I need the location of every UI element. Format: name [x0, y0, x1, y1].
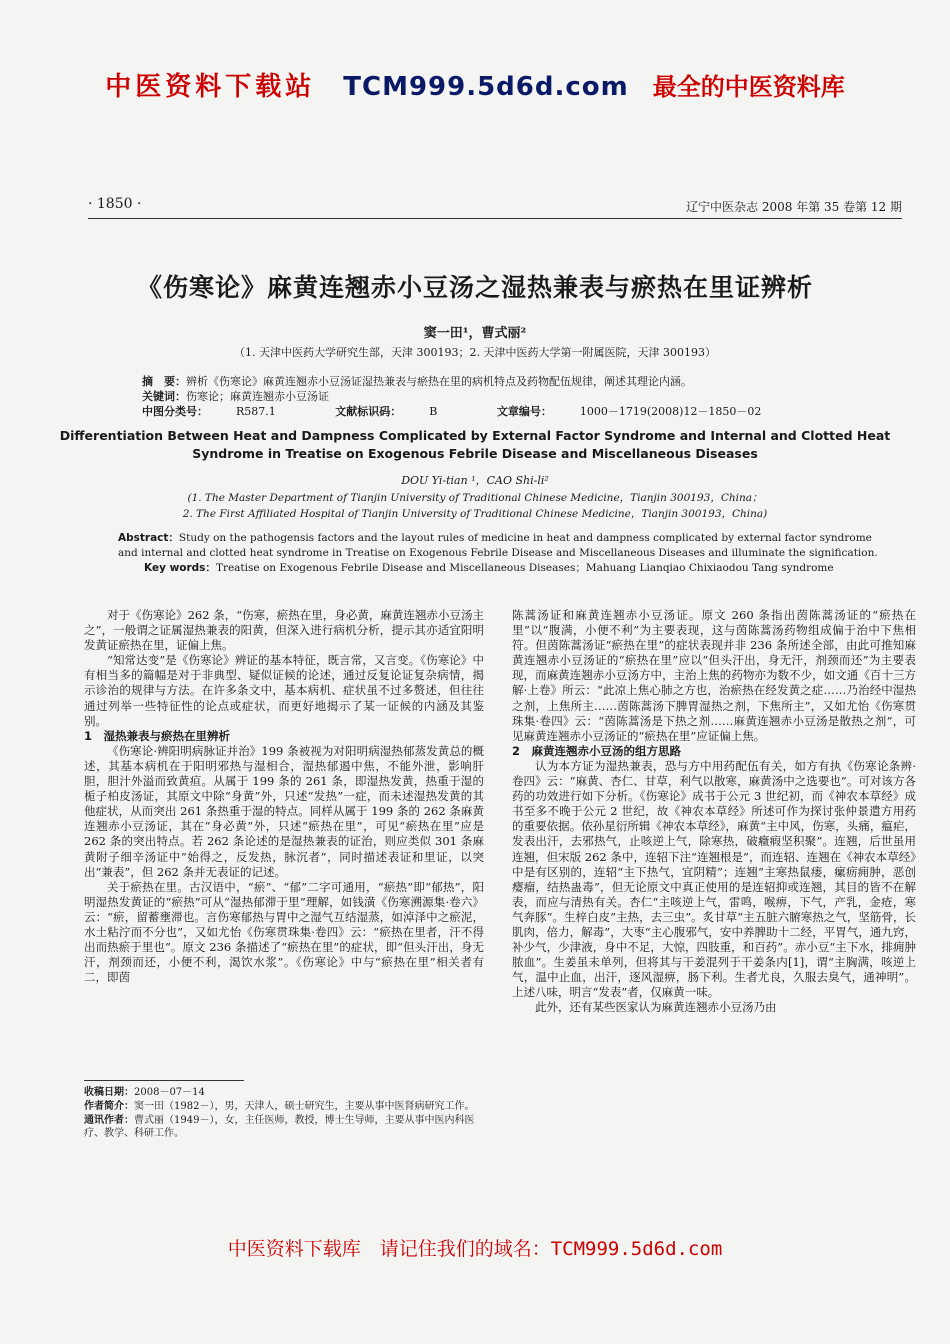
- english-affiliation-2: 2. The First Affiliated Hospital of Tianjin University of Traditional Chinese Medicine，Tianjin 300193，China): [182, 508, 768, 520]
- banner-slogan: 最全的中医资料库: [652, 73, 845, 101]
- footnotes: [84, 1086, 484, 1141]
- english-abstract-label: Abstract：: [118, 532, 179, 544]
- section-heading-1: 1 湿热兼表与瘀热在里辨析: [84, 728, 231, 743]
- corr-text: 曹式丽（1949－），女，主任医师，教授，博士生导师，主要从事中医内科医疗、教学、科研工作。: [84, 1115, 475, 1139]
- english-abstract-text: Study on the pathogensis factors and the layout rules of medicine in heat and dampness complicated by external factor syndrome and internal and clotted heat syndrome in Treatise on Exogenous Febrile Disease and Miscellaneous Diseases and illuminate the signification.: [118, 532, 878, 559]
- body-column-right: [512, 608, 916, 1016]
- journal-info: 辽宁中医杂志 2008 年第 35 卷第 12 期: [686, 200, 902, 214]
- author-bio: [84, 1100, 484, 1113]
- doc-code-value: B: [429, 405, 438, 418]
- header-rule: [88, 218, 902, 219]
- body-paragraph: “知常达变”是《伤寒论》辨证的基本特征，既言常，又言变。《伤寒论》中有相当多的篇幅是对于非典型、疑似证候的论述，通过反复论证复杂病情，揭示诊治的规律与方法。在许多条文中，基本病机、症状虽不过多赘述，但往往通过列举一些特征性的论点或症状，而更好地揭示了某一证候的内涵及其鉴别。: [84, 653, 484, 728]
- classification-row: [142, 404, 890, 419]
- english-keywords-row: [144, 561, 884, 576]
- section-heading-2: 2 麻黄连翘赤小豆汤的组方思路: [512, 743, 681, 758]
- site-banner: [0, 66, 950, 103]
- keywords-label: 关键词：: [142, 390, 186, 403]
- body-paragraph: 认为本方证为湿热兼表，恐与方中用药配伍有关，如方有执《伤寒论条辨·卷四》云：“麻黄、杏仁、甘草，利气以散寒，麻黄汤中之选要也”。可对该方各药的功效进行如下分析。《伤寒论》成书于公元 3 世纪初，而《神农本草经》成书至多不晚于公元 2 世纪，故《神农本草经》所述可作为探讨张仲景遣方用药的重要依据。依孙星衍所辑《神农本草经》，麻黄“主中风，伤寒，头痛，瘟疟，发表出汗，去邪热气，止咳逆上气，除寒热，破癥瘕坚积聚”。连翘，后世虽用连翘，但宋版 262 条中，连轺下注“连翘根是”，而连轺、连翘在《神农本草经》中是有区别的，连轺“主下热气，宜阴精”；连翘“主寒热鼠瘘，瘰疬痈肿，恶创瘿瘤，结热蛊毒”，但无论原文中真正使用的是连轺抑或连翘，其目的皆不在解表，而应与清热有关。杏仁“主咳逆上气，雷鸣，喉痹，下气，产乳，金疮，寒气奔豚”。生梓白皮“主热，去三虫”。炙甘草“主五脏六腑寒热之气，坚筋骨，长肌肉，倍力，解毒”，大枣“主心腹邪气，安中养脾助十二经，平胃气，通九窍，补少气，少津液，身中不足，大惊，四肢重，和百药”。赤小豆“主下水，排痈肿脓血”。生姜虽未单列，但将其与干姜混列于干姜条内[1]，谓“主胸满，咳逆上气，温中止血，出汗，逐风湿痹，肠下利。生者尤良，久服去臭气，通神明”。上述八味，明言“发表”者，仅麻黄一味。: [512, 758, 916, 1000]
- corresponding-author: [84, 1114, 484, 1140]
- english-abstract-block: [118, 531, 884, 576]
- english-title: Differentiation Between Heat and Dampness Complicated by External Factor Syndrome and Internal and Clotted Heat Syndrome in Treatise on Exogenous Febrile Disease and Miscellaneous Diseases: [59, 428, 891, 461]
- doc-code-label: 文献标识码：: [335, 405, 402, 418]
- article-title: 《伤寒论》麻黄连翘赤小豆汤之湿热兼表与瘀热在里证辨析: [136, 273, 813, 302]
- body-paragraph: 关于瘀热在里。古汉语中，“瘀”、“郁”二字可通用，“瘀热”即“郁热”，阳明湿热发黄证的“瘀热”可从“湿热郁滞于里”理解，如钱潢《伤寒溯源集·卷六》云：“瘀，留蓄壅滞也。言伤寒郁热与胃中之湿气互结湿蒸，如淖泽中之瘀泥，水土粘泞而不分也”，又如尤怡《伤寒贯珠集·卷四》云：“瘀热在里者，汗不得出而热瘀于里也”。原文 236 条描述了“瘀热在里”的症状，即“但头汗出，身无汗，剂颈而还，小便不利，渴饮水浆”。《伤寒论》中与“瘀热在里”相关者有二，即茵: [84, 879, 484, 985]
- english-keywords-label: Key words：: [144, 562, 216, 574]
- abstract-text: 辨析《伤寒论》麻黄连翘赤小豆汤证湿热兼表与瘀热在里的病机特点及药物配伍规律，阐述其理论内涵。: [186, 375, 692, 388]
- received-label: 收稿日期：: [84, 1087, 134, 1098]
- received-value: 2008－07－14: [134, 1087, 205, 1098]
- author-bio-text: 窦一田（1982－），男，天津人，硕士研究生，主要从事中医肾病研究工作。: [134, 1101, 475, 1112]
- article-no-value: 1000－1719(2008)12－1850－02: [579, 405, 762, 418]
- body-paragraph: 对于《伤寒论》262 条，“伤寒，瘀热在里，身必黄，麻黄连翘赤小豆汤主之”，一般谓之证属湿热兼表的阳黄，但深入进行病机分析，提示其亦适宜阳明发黄证瘀热在里，证偏上焦。: [84, 608, 484, 653]
- body-column-left: [84, 608, 484, 985]
- article-affiliations: （1. 天津中医药大学研究生部，天津 300193；2. 天津中医药大学第一附属医院，天津 300193）: [234, 346, 716, 359]
- keywords-text: 伤寒论；麻黄连翘赤小豆汤证: [186, 390, 329, 403]
- english-authors: DOU Yi-tian ¹，CAO Shi-li²: [401, 474, 549, 487]
- chinese-abstract-block: [142, 374, 890, 419]
- received-date: [84, 1086, 484, 1099]
- banner-site-name: 中医资料下载站: [105, 72, 316, 102]
- english-affiliations: [40, 490, 910, 522]
- page-number: · 1850 ·: [88, 196, 142, 212]
- keywords-row: [142, 389, 890, 404]
- footnote-rule: [84, 1080, 244, 1081]
- author-bio-label: 作者简介：: [84, 1101, 134, 1112]
- article-no-label: 文章编号：: [496, 405, 552, 418]
- body-paragraph: 此外，还有某些医家认为麻黄连翘赤小豆汤乃由: [535, 1000, 777, 1015]
- body-paragraph: 《伤寒论·辨阳明病脉证并治》199 条被视为对阳明病湿热郁蒸发黄总的概述，其基本病机在于阳明邪热与湿相合，湿热郁遏中焦，不能外泄，影响肝胆，胆汁外溢而致黄疸。从属于 199 条的 261 条，即湿热发黄，热重于湿的栀子柏皮汤证，其原文中除“身黄”外，只述“发热”一症，而未述湿热发黄的其他症状，从而突出 261 条热重于湿的特点。同样从属于 199 条的 262 条麻黄连翘赤小豆汤证，其在“身必黄”外，只述“瘀热在里”，可见“瘀热在里”应是 262 条的突出特点。若 262 条论述的是湿热兼表的证治，则应类似 301 条麻黄附子细辛汤证中“始得之，反发热，脉沉者”，同时描述表证和里证，以突出“兼表”，但 262 条并无表证的记述。: [84, 743, 484, 879]
- english-affiliation-1: (1. The Master Department of Tianjin University of Traditional Chinese Medicine，Tianjin 300193，China；: [187, 492, 763, 504]
- abstract-label: 摘 要：: [142, 375, 186, 388]
- clc-label: 中图分类号：: [142, 405, 208, 418]
- corr-label: 通讯作者：: [84, 1115, 134, 1126]
- clc-value: R587.1: [236, 405, 276, 418]
- english-abstract-row: [118, 531, 884, 561]
- banner-domain[interactable]: TCM999.5d6d.com: [343, 72, 629, 102]
- article-authors: 窦一田¹，曹式丽²: [423, 326, 527, 341]
- body-paragraph: 陈蒿汤证和麻黄连翘赤小豆汤证。原文 260 条指出茵陈蒿汤证的“瘀热在里”以“腹满，小便不利”为主要表现，这与茵陈蒿汤药物组成偏于治中下焦相符。但茵陈蒿汤证“瘀热在里”的症状表现并非 236 条所述全部，由此可推知麻黄连翘赤小豆汤证的“瘀热在里”应以“但头汗出，身无汗，剂颈而还”为主要表现，而麻黄连翘赤小豆汤方中，主治上焦的药物亦为数不少，如文通《百十三方解·上卷》所云：“此凉上焦心肺之方也，治瘀热在经发黄之症……乃治经中湿热之剂，上焦所主……茵陈蒿汤下脾胃湿热之剂，下焦所主”，又如尤怡《伤寒贯珠集·卷四》云：“茵陈蒿汤是下热之剂……麻黄连翘赤小豆汤是散热之剂”，可见麻黄连翘赤小豆汤证的“瘀热在里”应证偏上焦。: [512, 608, 916, 743]
- footer-watermark: 中医资料下载库 请记住我们的域名：TCM999.5d6d.com: [227, 1238, 723, 1260]
- abstract-row: [142, 374, 890, 389]
- english-keywords-text: Treatise on Exogenous Febrile Disease and Miscellaneous Diseases；Mahuang Lianqiao Chixiaodou Tang syndrome: [215, 562, 834, 574]
